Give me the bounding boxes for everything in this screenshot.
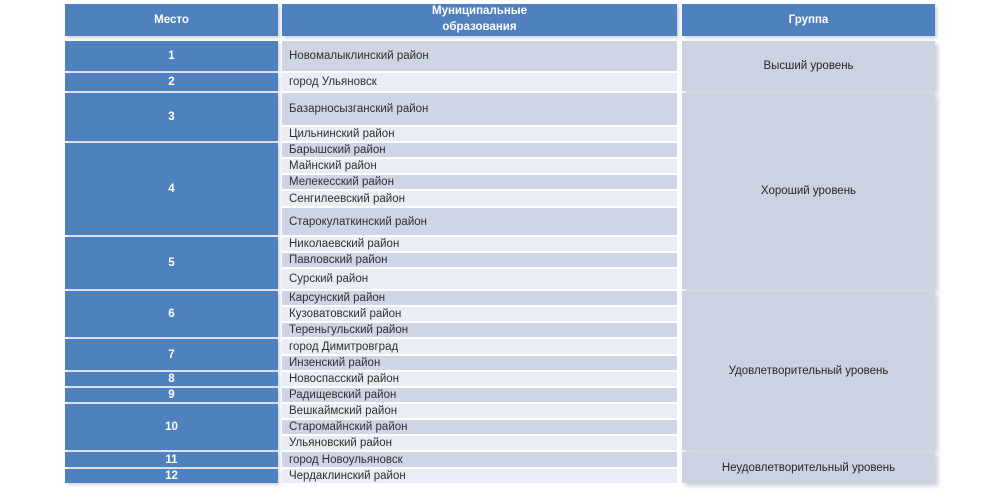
municipality-cell: Старомайнский район	[282, 420, 677, 434]
rank-cell: 7	[65, 339, 278, 370]
municipality-cell: Базарносызганский район	[282, 93, 677, 125]
municipality-cell: Тереньгульский район	[282, 323, 677, 337]
rank-cell: 12	[65, 469, 278, 483]
rank-cell: 11	[65, 452, 278, 467]
rank-cell: 5	[65, 237, 278, 289]
rank-cell: 6	[65, 291, 278, 337]
municipality-cell: Радищевский район	[282, 388, 677, 402]
rank-cell: 9	[65, 388, 278, 402]
rank-column	[65, 41, 278, 483]
rank-cell: 3	[65, 93, 278, 141]
ranking-table	[65, 4, 935, 483]
municipality-cell: Старокулаткинский район	[282, 208, 677, 235]
group-cell: Неудовлетворительный уровень	[682, 452, 935, 483]
header-municipalities	[282, 4, 677, 36]
municipality-cell: город Новоульяновск	[282, 452, 677, 467]
group-cell: Удовлетворительный уровень	[682, 291, 935, 450]
municipality-cell: Сурский район	[282, 269, 677, 289]
table-body	[65, 41, 935, 483]
municipality-column	[282, 41, 677, 483]
header-group: Группа	[682, 4, 935, 36]
header-municipalities-label: Муниципальные образования	[431, 5, 527, 33]
municipality-cell: город Димитровград	[282, 339, 677, 354]
group-cell: Высший уровень	[682, 41, 935, 91]
municipality-cell: Инзенский район	[282, 356, 677, 370]
municipality-cell: Сенгилеевский район	[282, 191, 677, 206]
municipality-cell: Майнский район	[282, 159, 677, 173]
municipality-cell: Чердаклинский район	[282, 469, 677, 483]
municipality-cell: город Ульяновск	[282, 73, 677, 91]
municipality-cell: Мелекесский район	[282, 175, 677, 189]
municipality-cell: Николаевский район	[282, 237, 677, 251]
municipality-cell: Кузоватовский район	[282, 307, 677, 321]
rank-cell: 2	[65, 73, 278, 91]
header-place: Место	[65, 4, 278, 36]
municipality-cell: Барышский район	[282, 143, 677, 157]
group-column	[682, 41, 935, 483]
municipality-cell: Карсунский район	[282, 291, 677, 305]
municipality-cell: Новоспасский район	[282, 372, 677, 386]
municipality-cell: Ульяновский район	[282, 436, 677, 450]
municipality-cell: Вешкаймский район	[282, 404, 677, 418]
rank-cell: 1	[65, 41, 278, 71]
rank-cell: 10	[65, 404, 278, 450]
municipality-cell: Новомалыклинский район	[282, 41, 677, 71]
table-header-row	[65, 4, 935, 36]
municipality-cell: Цильнинский район	[282, 127, 677, 141]
rank-cell: 8	[65, 372, 278, 386]
group-cell: Хороший уровень	[682, 93, 935, 289]
municipality-cell: Павловский район	[282, 253, 677, 267]
rank-cell: 4	[65, 143, 278, 235]
